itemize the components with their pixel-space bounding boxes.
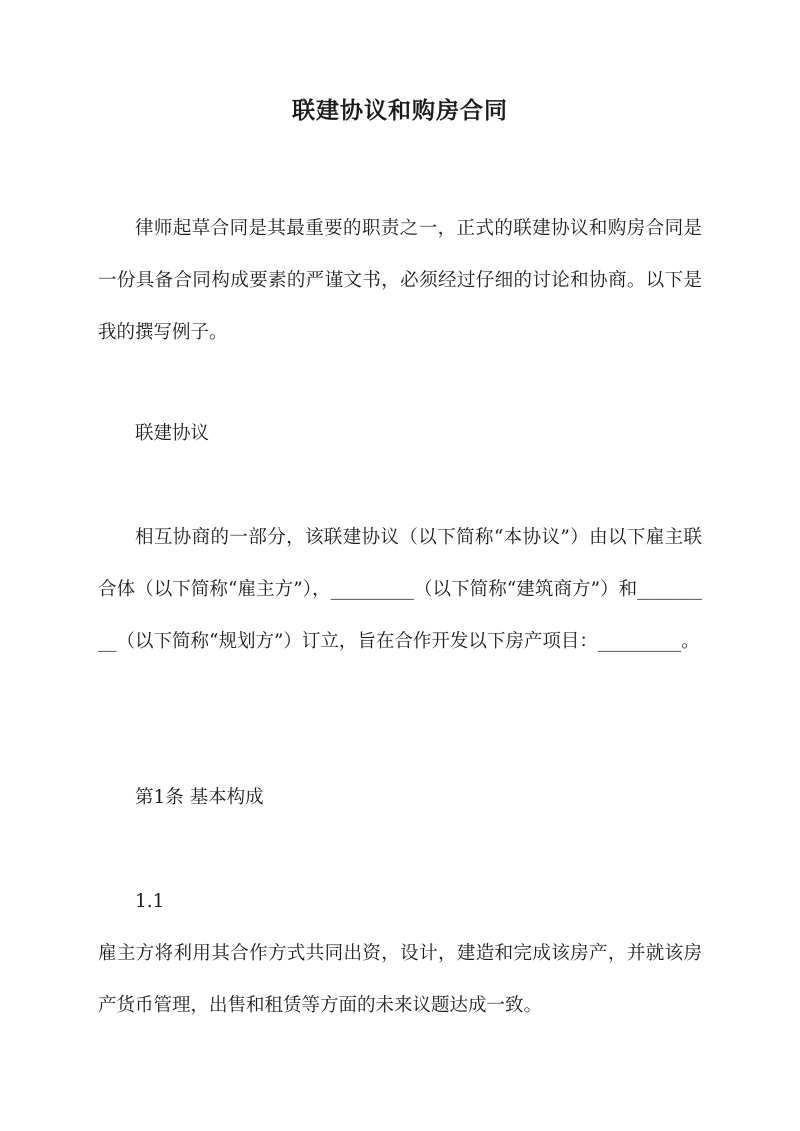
intro-paragraph: 律师起草合同是其最重要的职责之一，正式的联建协议和购房合同是一份具备合同构成要素的严谨文书，必须经过仔细的讨论和协商。以下是我的撰写例子。 — [98, 218, 702, 343]
clause-text: 雇主方将利用其合作方式共同出资，设计，建造和完成该房产，并就该房产货币管理，出售和租赁等方面的未来议题达成一致。 — [98, 943, 702, 1016]
document-title: 联建协议和购房合同 — [292, 97, 508, 124]
clause-number: 1.1 — [135, 891, 165, 912]
section-heading: 联建协议 — [135, 423, 210, 444]
article-heading: 第1条 基本构成 — [135, 787, 264, 808]
preamble-paragraph: 相互协商的一部分，该联建协议（以下简称“本协议”）由以下雇主联合体（以下简称“雇主方”），_________（以下简称“建筑商方”）和_________（以下简称“规划方”）订立，旨在合作开发以下房产项目：_________。 — [98, 527, 702, 652]
